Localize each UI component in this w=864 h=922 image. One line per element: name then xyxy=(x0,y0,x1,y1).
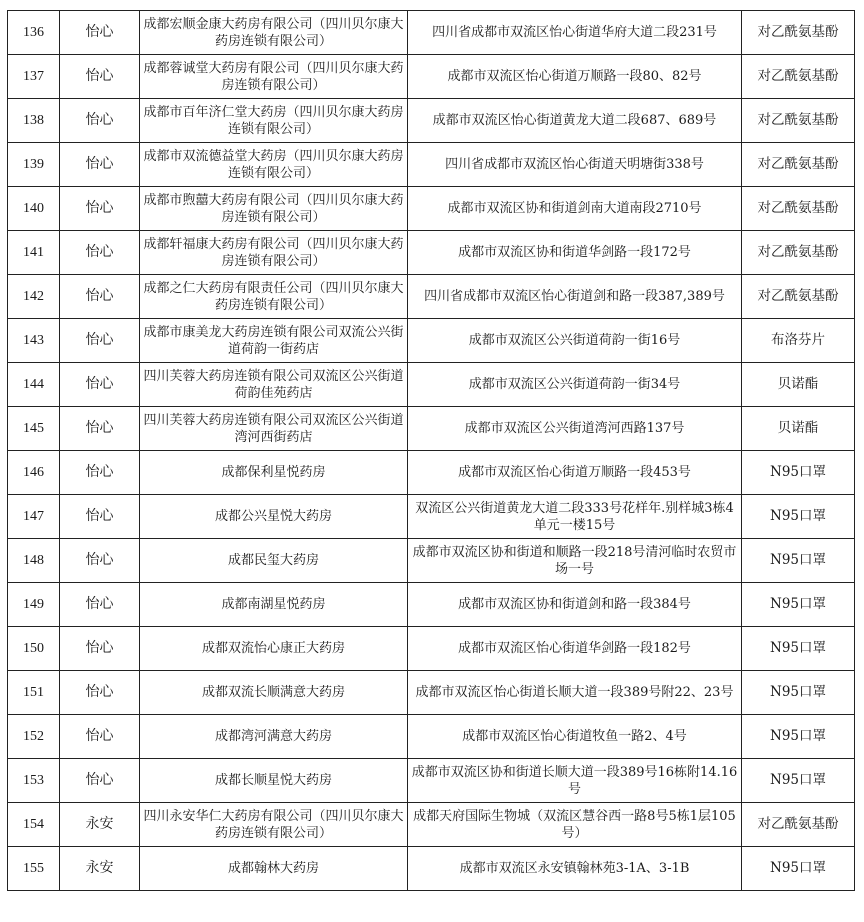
row-address: 双流区公兴街道黄龙大道二段333号花样年.别样城3栋4单元一楼15号 xyxy=(408,495,742,539)
row-number: 151 xyxy=(8,671,60,715)
row-store-name: 成都南湖星悦药房 xyxy=(140,583,408,627)
row-address: 四川省成都市双流区怡心街道天明塘街338号 xyxy=(408,143,742,187)
row-town: 怡心 xyxy=(60,583,140,627)
row-store-name: 四川芙蓉大药房连锁有限公司双流区公兴街道荷韵佳苑药店 xyxy=(140,363,408,407)
row-item: 对乙酰氨基酚 xyxy=(742,55,855,99)
row-item: N95口罩 xyxy=(742,671,855,715)
row-store-name: 成都翰林大药房 xyxy=(140,847,408,891)
row-address: 成都市双流区公兴街道湾河西路137号 xyxy=(408,407,742,451)
row-number: 144 xyxy=(8,363,60,407)
row-number: 145 xyxy=(8,407,60,451)
table-row xyxy=(8,671,855,715)
row-store-name: 成都湾河满意大药房 xyxy=(140,715,408,759)
row-item: N95口罩 xyxy=(742,495,855,539)
row-town: 怡心 xyxy=(60,231,140,275)
row-store-name: 四川芙蓉大药房连锁有限公司双流区公兴街道湾河西街药店 xyxy=(140,407,408,451)
row-number: 142 xyxy=(8,275,60,319)
table-row xyxy=(8,187,855,231)
row-store-name: 成都市康美龙大药房连锁有限公司双流公兴街道荷韵一街药店 xyxy=(140,319,408,363)
row-town: 怡心 xyxy=(60,11,140,55)
row-town: 怡心 xyxy=(60,363,140,407)
row-town: 永安 xyxy=(60,803,140,847)
row-item: N95口罩 xyxy=(742,759,855,803)
row-town: 怡心 xyxy=(60,319,140,363)
row-number: 143 xyxy=(8,319,60,363)
row-town: 怡心 xyxy=(60,715,140,759)
table-row xyxy=(8,627,855,671)
row-store-name: 成都长顺星悦大药房 xyxy=(140,759,408,803)
row-store-name: 成都市百年济仁堂大药房（四川贝尔康大药房连锁有限公司） xyxy=(140,99,408,143)
row-store-name: 成都市煦囍大药房有限公司（四川贝尔康大药房连锁有限公司） xyxy=(140,187,408,231)
table-row xyxy=(8,363,855,407)
table-row xyxy=(8,451,855,495)
table-row xyxy=(8,495,855,539)
row-item: 对乙酰氨基酚 xyxy=(742,143,855,187)
row-number: 147 xyxy=(8,495,60,539)
row-store-name: 成都宏顺金康大药房有限公司（四川贝尔康大药房连锁有限公司） xyxy=(140,11,408,55)
row-address: 成都天府国际生物城（双流区慧谷西一路8号5栋1层105号） xyxy=(408,803,742,847)
row-number: 137 xyxy=(8,55,60,99)
row-store-name: 成都双流怡心康正大药房 xyxy=(140,627,408,671)
row-town: 永安 xyxy=(60,847,140,891)
row-town: 怡心 xyxy=(60,55,140,99)
row-store-name: 成都公兴星悦大药房 xyxy=(140,495,408,539)
row-address: 成都市双流区协和街道长顺大道一段389号16栋附14.16号 xyxy=(408,759,742,803)
table-row xyxy=(8,715,855,759)
row-address: 成都市双流区怡心街道万顺路一段80、82号 xyxy=(408,55,742,99)
row-item: 对乙酰氨基酚 xyxy=(742,11,855,55)
row-address: 四川省成都市双流区怡心街道华府大道二段231号 xyxy=(408,11,742,55)
row-item: 对乙酰氨基酚 xyxy=(742,275,855,319)
row-address: 成都市双流区协和街道和顺路一段218号清河临时农贸市场一号 xyxy=(408,539,742,583)
row-town: 怡心 xyxy=(60,627,140,671)
table-row xyxy=(8,55,855,99)
table-row xyxy=(8,231,855,275)
row-address: 成都市双流区怡心街道长顺大道一段389号附22、23号 xyxy=(408,671,742,715)
row-number: 140 xyxy=(8,187,60,231)
row-item: 对乙酰氨基酚 xyxy=(742,187,855,231)
row-address: 成都市双流区公兴街道荷韵一街34号 xyxy=(408,363,742,407)
row-address: 成都市双流区怡心街道牧鱼一路2、4号 xyxy=(408,715,742,759)
row-item: N95口罩 xyxy=(742,627,855,671)
table-row xyxy=(8,11,855,55)
row-number: 138 xyxy=(8,99,60,143)
row-number: 141 xyxy=(8,231,60,275)
row-item: 贝诺酯 xyxy=(742,407,855,451)
row-number: 146 xyxy=(8,451,60,495)
row-store-name: 成都蓉诚堂大药房有限公司（四川贝尔康大药房连锁有限公司） xyxy=(140,55,408,99)
row-store-name: 成都双流长顺满意大药房 xyxy=(140,671,408,715)
row-town: 怡心 xyxy=(60,759,140,803)
table-row xyxy=(8,143,855,187)
row-item: N95口罩 xyxy=(742,715,855,759)
row-address: 成都市双流区协和街道华剑路一段172号 xyxy=(408,231,742,275)
row-store-name: 四川永安华仁大药房有限公司（四川贝尔康大药房连锁有限公司） xyxy=(140,803,408,847)
row-number: 153 xyxy=(8,759,60,803)
table-row xyxy=(8,99,855,143)
table-row xyxy=(8,319,855,363)
row-town: 怡心 xyxy=(60,187,140,231)
table-row xyxy=(8,407,855,451)
row-address: 成都市双流区怡心街道万顺路一段453号 xyxy=(408,451,742,495)
row-town: 怡心 xyxy=(60,99,140,143)
row-store-name: 成都民玺大药房 xyxy=(140,539,408,583)
table-row xyxy=(8,583,855,627)
row-item: N95口罩 xyxy=(742,847,855,891)
row-store-name: 成都之仁大药房有限责任公司（四川贝尔康大药房连锁有限公司） xyxy=(140,275,408,319)
row-town: 怡心 xyxy=(60,671,140,715)
row-town: 怡心 xyxy=(60,275,140,319)
row-item: N95口罩 xyxy=(742,539,855,583)
pharmacy-table xyxy=(7,10,855,891)
row-address: 成都市双流区协和街道剑和路一段384号 xyxy=(408,583,742,627)
row-address: 成都市双流区永安镇翰林苑3-1A、3-1B xyxy=(408,847,742,891)
row-town: 怡心 xyxy=(60,407,140,451)
row-number: 155 xyxy=(8,847,60,891)
row-town: 怡心 xyxy=(60,143,140,187)
row-town: 怡心 xyxy=(60,451,140,495)
row-address: 四川省成都市双流区怡心街道剑和路一段387,389号 xyxy=(408,275,742,319)
row-number: 136 xyxy=(8,11,60,55)
row-number: 148 xyxy=(8,539,60,583)
row-address: 成都市双流区怡心街道黄龙大道二段687、689号 xyxy=(408,99,742,143)
table-row xyxy=(8,803,855,847)
table-row xyxy=(8,275,855,319)
row-item: N95口罩 xyxy=(742,583,855,627)
row-item: 对乙酰氨基酚 xyxy=(742,803,855,847)
row-address: 成都市双流区协和街道剑南大道南段2710号 xyxy=(408,187,742,231)
row-address: 成都市双流区怡心街道华剑路一段182号 xyxy=(408,627,742,671)
row-store-name: 成都保利星悦药房 xyxy=(140,451,408,495)
row-store-name: 成都轩福康大药房有限公司（四川贝尔康大药房连锁有限公司） xyxy=(140,231,408,275)
row-item: 贝诺酯 xyxy=(742,363,855,407)
row-number: 154 xyxy=(8,803,60,847)
row-item: 对乙酰氨基酚 xyxy=(742,99,855,143)
table-row xyxy=(8,759,855,803)
row-town: 怡心 xyxy=(60,495,140,539)
row-number: 139 xyxy=(8,143,60,187)
table-row xyxy=(8,539,855,583)
row-item: 布洛芬片 xyxy=(742,319,855,363)
row-store-name: 成都市双流德益堂大药房（四川贝尔康大药房连锁有限公司） xyxy=(140,143,408,187)
row-town: 怡心 xyxy=(60,539,140,583)
row-number: 150 xyxy=(8,627,60,671)
row-address: 成都市双流区公兴街道荷韵一街16号 xyxy=(408,319,742,363)
row-number: 152 xyxy=(8,715,60,759)
table-row xyxy=(8,847,855,891)
row-item: N95口罩 xyxy=(742,451,855,495)
row-number: 149 xyxy=(8,583,60,627)
row-item: 对乙酰氨基酚 xyxy=(742,231,855,275)
